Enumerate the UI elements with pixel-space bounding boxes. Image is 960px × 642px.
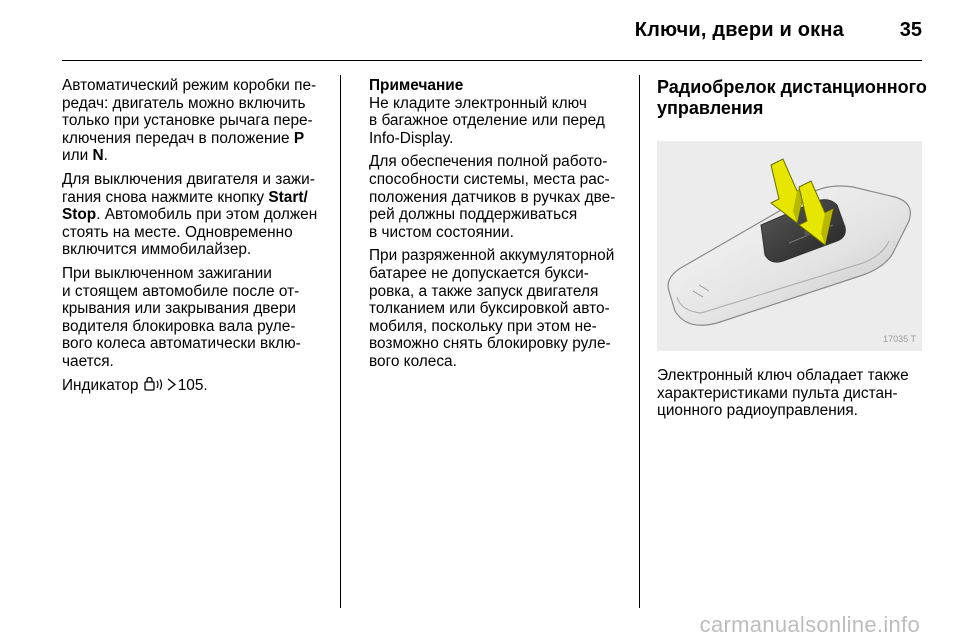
page-header <box>62 16 922 46</box>
text-line: чается. <box>62 352 114 370</box>
text-line: Для обеспечения полной работо- <box>369 153 608 171</box>
text-line: в чистом состоянии. <box>369 223 514 241</box>
text-line: мобиля, поскольку при этом не- <box>369 317 597 335</box>
text-fragment: . Автомобиль при этом должен <box>96 206 318 224</box>
text-fragment: гания снова нажмите кнопку <box>62 188 269 206</box>
text-line: Не кладите электронный ключ <box>369 94 587 112</box>
image-code: 17035 T <box>883 334 916 345</box>
note-block <box>369 77 631 147</box>
text-line: стоять на месте. Одновременно <box>62 223 293 241</box>
text-fragment: или <box>62 147 93 165</box>
text-line: в багажное отделение или перед <box>369 112 605 130</box>
text-line: толканием или буксировкой авто- <box>369 300 610 318</box>
gear-p: P <box>293 129 305 147</box>
text-line: Электронный ключ обладает также <box>657 367 909 384</box>
text-line <box>62 130 330 148</box>
text-line: только при установке рычага пере- <box>62 112 313 130</box>
text-line: вого колеса автоматически вклю- <box>62 335 301 353</box>
section-title <box>657 77 925 119</box>
watermark: carmanualsonline.info <box>699 612 920 637</box>
text-line <box>62 147 330 165</box>
text-fragment: Индикатор <box>62 376 143 394</box>
text-line: Для выключения двигателя и зажи- <box>62 170 315 188</box>
column-1 <box>62 77 330 402</box>
paragraph-remote <box>657 367 925 420</box>
text-line: Info-Display. <box>369 129 454 147</box>
text-line: ровка, а также запуск двигателя <box>369 282 599 300</box>
text-line: батарее не допускается букси- <box>369 264 589 282</box>
paragraph-indicator <box>62 377 330 397</box>
paragraph-transmission <box>62 77 330 165</box>
page-ref-arrow-icon <box>167 378 176 396</box>
column-divider-1 <box>340 75 341 608</box>
gear-n: N <box>92 147 104 165</box>
header-rule <box>62 60 922 61</box>
page-reference: 105. <box>177 376 208 394</box>
key-fob-drawing <box>657 141 922 351</box>
column-3 <box>657 77 925 426</box>
text-line: водителя блокировка вала руле- <box>62 317 296 335</box>
page-number: 35 <box>899 19 922 41</box>
text-line: При выключенном зажигании <box>62 264 272 282</box>
text-line: рей должны поддерживаться <box>369 206 578 224</box>
column-2 <box>369 77 631 377</box>
text-line: включится иммобилайзер. <box>62 241 252 259</box>
start-stop-label-b: Stop <box>62 206 97 224</box>
paragraph-start-stop <box>62 171 330 259</box>
text-line: возможно снять блокировку руле- <box>369 335 611 353</box>
text-line <box>62 377 330 397</box>
text-line: Автоматический режим коробки пе- <box>62 77 317 94</box>
text-line: вого колеса. <box>369 352 457 370</box>
text-line <box>62 206 330 224</box>
page-title: Ключи, двери и окна <box>634 19 844 41</box>
start-stop-label-a: Start/ <box>268 188 308 206</box>
text-line: При разряженной аккумуляторной <box>369 247 615 265</box>
paragraph-steering-lock <box>62 265 330 371</box>
text-line: ционного радиоуправления. <box>657 402 858 420</box>
steering-lock-icon <box>143 377 165 397</box>
paragraph-battery <box>369 247 631 370</box>
note-title: Примечание <box>369 77 464 94</box>
column-divider-2 <box>639 75 640 608</box>
paragraph-sensors <box>369 153 631 241</box>
text-line: способности системы, места рас- <box>369 170 610 188</box>
section-title-line: Радиобрелок дистанционного <box>657 77 927 97</box>
text-line <box>62 189 330 207</box>
text-fragment: ключения передач в положение <box>62 129 294 147</box>
text-line: положения датчиков в ручках две- <box>369 188 616 206</box>
key-fob-illustration <box>657 141 922 351</box>
text-fragment: . <box>103 147 108 165</box>
text-line: крывания или закрывания двери <box>62 300 297 318</box>
section-title-line: управления <box>657 98 764 118</box>
text-line: и стоящем автомобиле после от- <box>62 282 300 300</box>
text-line: характеристиками пульта дистан- <box>657 384 898 402</box>
text-line: редач: двигатель можно включить <box>62 94 306 112</box>
